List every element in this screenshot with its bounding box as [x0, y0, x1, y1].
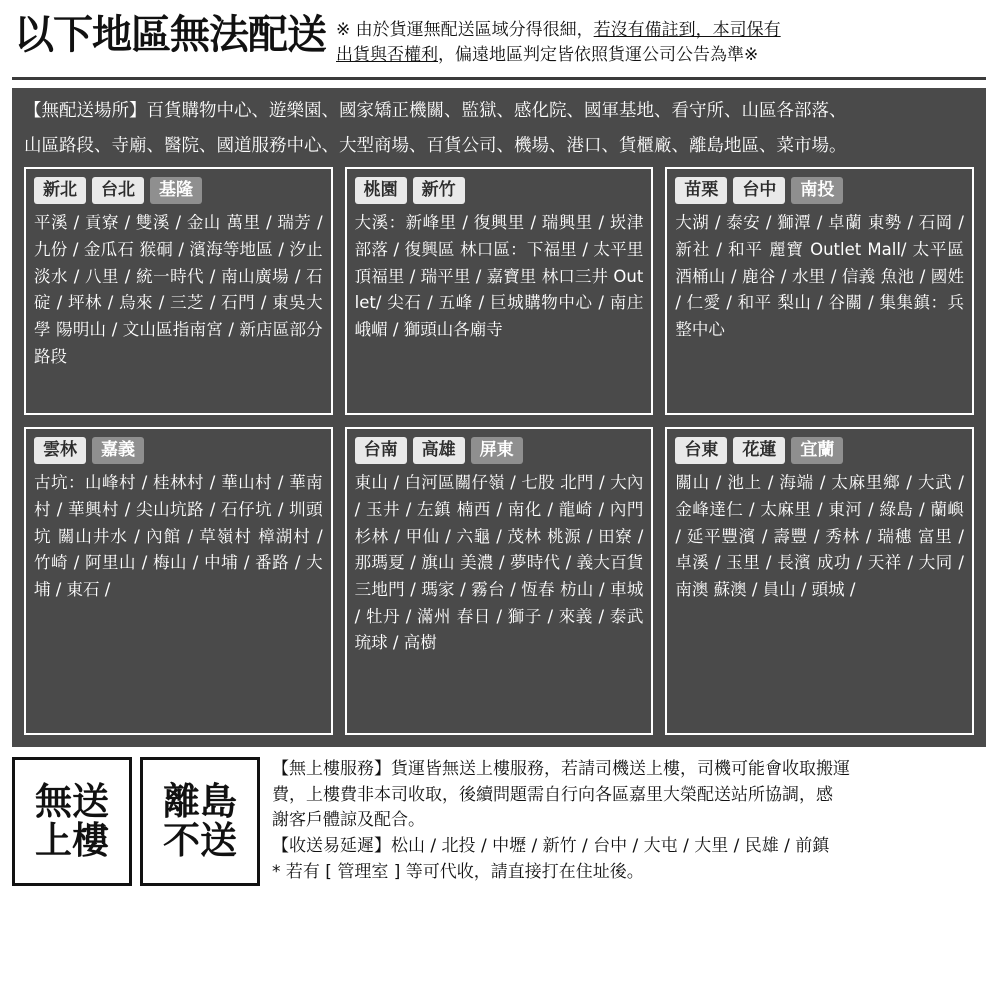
no-ship-places-line1: 【無配送場所】百貨購物中心、遊樂園、國家矯正機關、監獄、感化院、國軍基地、看守所、山區各部落、 [24, 101, 847, 122]
no-island-stamp [140, 757, 260, 886]
footer-note-line4: 【收送易延遲】松山 / 北投 / 中壢 / 新竹 / 台中 / 大屯 / 大里 / 民雄 / 前鎮 [272, 836, 830, 857]
region-area-list: 平溪 / 貢寮 / 雙溪 / 金山 萬里 / 瑞芳 / 九份 / 金瓜石 猴硐 / 濱海等地區 / 汐止 淡水 / 八里 / 統一時代 / 南山廣場 / 石碇 / 坪林 / 烏來 / 三芝 / 石門 / 東吳大學 陽明山 / 文山區指南宮 / 新店區部分路段 [34, 213, 323, 366]
region-tags [675, 177, 964, 204]
header-note [336, 14, 781, 67]
region-tags [675, 437, 964, 464]
no-island-stamp-line1: 離島 [163, 780, 237, 824]
region-area-list: 大溪：新峰里 / 復興里 / 瑞興里 / 崁津部落 / 復興區 林口區：下福里 / 太平里 頂福里 / 瑞平里 / 嘉寶里 林口三井 Outlet/ 尖石 / 五峰 / 巨城購物中心 / 南庄 峨嵋 / 獅頭山各廟寺 [354, 213, 644, 340]
region-card [24, 427, 333, 735]
header-note-line2-suffix: ，偏遠地區判定皆依照貨運公司公告為準※ [438, 44, 759, 65]
region-card [665, 167, 974, 415]
region-tag: 苗栗 [675, 177, 727, 204]
region-tags [34, 177, 323, 204]
footer-note-line3: 謝客戶體諒及配合。 [272, 810, 425, 831]
footer-note-line2: 費，上樓費非本司收取，後續問題需自行向各區嘉里大榮配送站所協調，感 [272, 784, 833, 805]
no-upstairs-stamp-line2: 上樓 [35, 819, 109, 863]
region-tag: 嘉義 [92, 437, 144, 464]
region-tag: 基隆 [150, 177, 202, 204]
region-tags [355, 177, 644, 204]
region-tag: 新北 [34, 177, 86, 204]
footer-note-line1: 【無上樓服務】貨運皆無送上樓服務，若請司機送上樓，司機可能會收取搬運 [272, 758, 850, 779]
region-card [345, 167, 654, 415]
region-tag: 新竹 [413, 177, 465, 204]
no-upstairs-stamp [12, 757, 132, 886]
header [0, 0, 998, 73]
region-tags [355, 437, 644, 464]
region-tag: 宜蘭 [791, 437, 843, 464]
region-card [345, 427, 654, 735]
region-tag: 屏東 [471, 437, 523, 464]
no-island-stamp-line2: 不送 [163, 819, 237, 863]
region-tag: 台中 [733, 177, 785, 204]
region-tag: 南投 [791, 177, 843, 204]
region-tag: 花蓮 [733, 437, 785, 464]
region-tags [34, 437, 323, 464]
header-divider [12, 77, 986, 80]
region-tag: 台東 [675, 437, 727, 464]
regions-panel [12, 88, 986, 747]
no-ship-places-line2: 山區路段、寺廟、醫院、國道服務中心、大型商場、百貨公司、機場、港口、貨櫃廠、離島地區、菜市場。 [24, 135, 847, 156]
region-area-list: 古坑：山峰村 / 桂林村 / 華山村 / 華南村 / 華興村 / 尖山坑路 / 石仔坑 / 圳頭坑 關山井水 / 內館 / 草嶺村 樟湖村 / 竹崎 / 阿里山 / 梅山 / 中埔 / 番路 / 大埔 / 東石 / [34, 473, 323, 600]
region-card [665, 427, 974, 735]
footer-notes [268, 757, 986, 886]
region-tag: 高雄 [413, 437, 465, 464]
header-note-line1-underline: 若沒有備註到，本司保有 [593, 20, 781, 40]
header-note-line1-prefix: ※ 由於貨運無配送區域分得很細， [336, 20, 594, 40]
region-area-list: 關山 / 池上 / 海端 / 太麻里鄉 / 大武 / 金峰達仁 / 太麻里 / 東河 / 綠島 / 蘭嶼 / 延平豐濱 / 壽豐 / 秀林 / 瑞穗 富里 / 卓溪 / 玉里 / 長濱 成功 / 天祥 / 大同 / 南澳 蘇澳 / 員山 / 頭城 / [675, 473, 964, 600]
regions-grid [24, 167, 974, 735]
region-tag: 桃園 [355, 177, 407, 204]
region-card [24, 167, 333, 415]
region-area-list: 大湖 / 泰安 / 獅潭 / 卓蘭 東勢 / 石岡 / 新社 / 和平 麗寶 Outlet Mall/ 太平區 酒桶山 / 鹿谷 / 水里 / 信義 魚池 / 國姓 / 仁愛 / 和平 梨山 / 谷關 / 集集鎮：兵整中心 [675, 213, 964, 340]
footer-note-line5: * 若有 [ 管理室 ] 等可代收，請直接打在住址後。 [272, 862, 644, 883]
region-tag: 雲林 [34, 437, 86, 464]
region-tag: 台北 [92, 177, 144, 204]
no-upstairs-stamp-line1: 無送 [35, 780, 109, 824]
region-tag: 台南 [355, 437, 407, 464]
page-title: 以下地區無法配送 [14, 12, 326, 58]
footer [12, 757, 986, 886]
region-area-list: 東山 / 白河區關仔嶺 / 七股 北門 / 大內 / 玉井 / 左鎮 楠西 / 南化 / 龍崎 / 內門 杉林 / 甲仙 / 六龜 / 茂林 桃源 / 田寮 / 那瑪夏 / 旗山 美濃 / 夢時代 / 義大百貨 三地門 / 瑪家 / 霧台 / 恆春 枋山 / 車城 / 牡丹 / 滿州 春日 / 獅子 / 來義 / 泰武 琉球 / 高樹 [354, 473, 644, 653]
header-note-line2-underline: 出貨與否權利 [336, 44, 438, 65]
